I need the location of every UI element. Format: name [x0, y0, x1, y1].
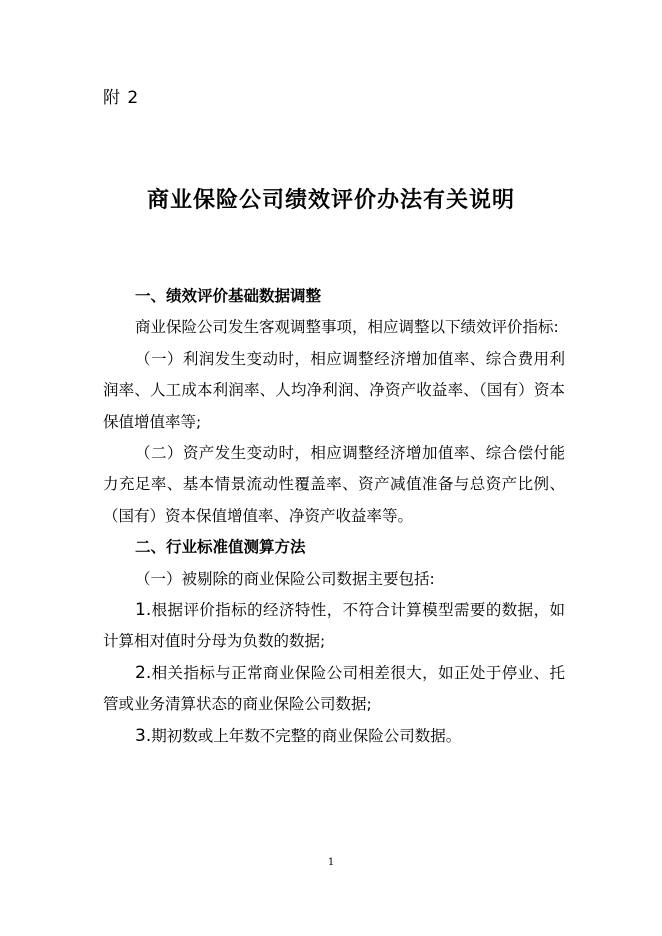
- point-number: 2.: [135, 662, 152, 683]
- numbered-point-2: [103, 658, 565, 721]
- section-heading-1: 一、绩效评价基础数据调整: [135, 287, 322, 305]
- section-heading-2: 二、行业标准值测算方法: [135, 538, 306, 557]
- point-text: 期初数或上年数不完整的商业保险公司数据。: [151, 726, 462, 745]
- numbered-point-1: [103, 595, 565, 658]
- document-title: 商业保险公司绩效评价办法有关说明: [146, 188, 515, 213]
- document-body: [103, 281, 565, 752]
- section-2-subheading-1: （一）被剔除的商业保险公司数据主要包括:: [135, 569, 435, 588]
- numbered-point-3: [103, 721, 565, 752]
- point-text: 根据评价指标的经济特性，不符合计算模型需要的数据，如计算相对值时分母为负数的数据;: [103, 601, 565, 651]
- section-1-intro: 商业保险公司发生客观调整事项，相应调整以下绩效评价指标:: [135, 318, 559, 337]
- annex-label: 附 2: [103, 88, 140, 108]
- point-text: 相关指标与正常商业保险公司相差很大，如正处于停业、托管或业务清算状态的商业保险公司数据;: [103, 663, 565, 714]
- point-number: 1.: [135, 600, 152, 621]
- point-number: 3.: [135, 725, 152, 746]
- section-1-item-2: （二）资产发生变动时，相应调整经济增加值率、综合偿付能力充足率、基本情景流动性覆盖率、资产减值准备与总资产比例、（国有）资本保值增值率、净资产收益率等。: [103, 444, 565, 525]
- page-number: 1: [327, 857, 335, 868]
- section-1-item-1: （一）利润发生变动时，相应调整经济增加值率、综合费用利润率、人工成本利润率、人均净利润、净资产收益率、（国有）资本保值增值率等;: [103, 349, 565, 431]
